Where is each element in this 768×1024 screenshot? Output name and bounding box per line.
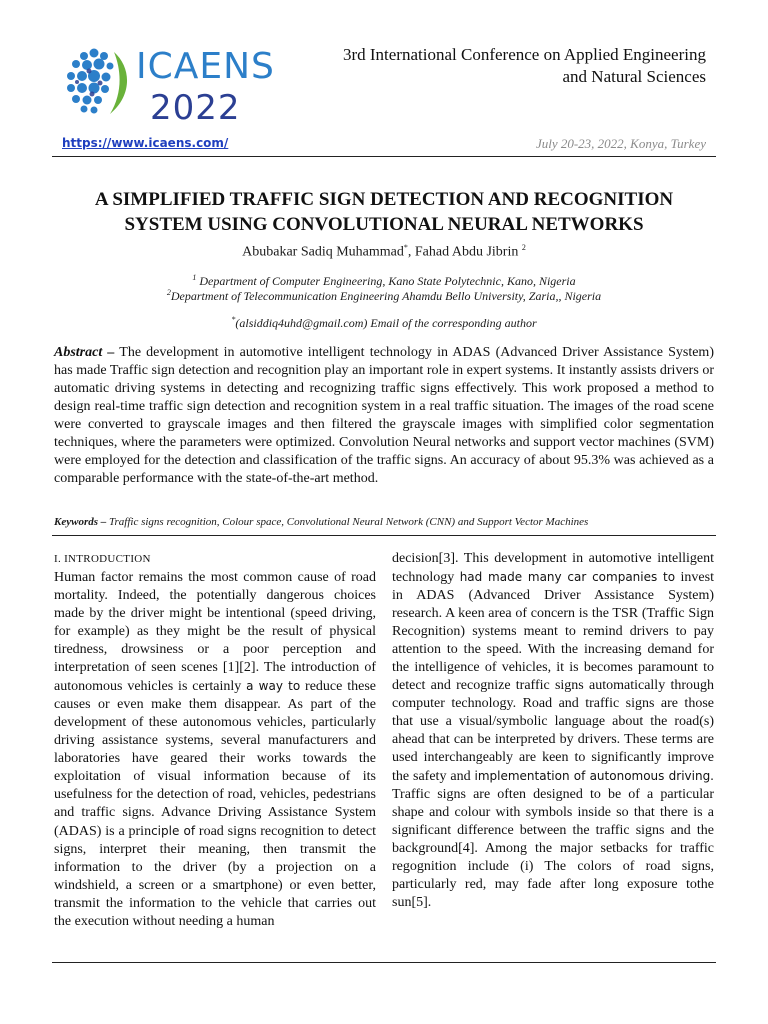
text-run-sans: had made many car companies to xyxy=(459,570,676,584)
conference-logo-icon xyxy=(62,44,134,118)
text-run-sans: ciple of xyxy=(151,824,196,838)
paper-title-line1: A SIMPLIFIED TRAFFIC SIGN DETECTION AND RECOGNITION xyxy=(94,189,674,210)
website-link[interactable]: https://www.icaens.com/ xyxy=(62,136,229,150)
abstract-label: Abstract – xyxy=(54,345,115,360)
conference-title xyxy=(286,44,706,88)
intro-paragraph-right xyxy=(392,550,714,912)
logo-leaf-shape xyxy=(110,52,127,114)
logo-year: 2022 xyxy=(150,88,241,128)
author-1-mark: * xyxy=(403,243,408,252)
abstract xyxy=(54,344,714,488)
right-column xyxy=(392,550,714,912)
header-divider xyxy=(52,156,716,157)
section-number: I. xyxy=(54,553,65,565)
corresponding-email xyxy=(52,315,716,331)
affiliation-1-text: Department of Computer Engineering, Kano State Polytechnic, Kano, Nigeria xyxy=(196,274,576,288)
affiliation-1 xyxy=(52,273,716,289)
affiliation-1-mark: 1 xyxy=(192,273,197,282)
keywords xyxy=(54,516,714,528)
left-column xyxy=(54,550,376,931)
author-list xyxy=(52,243,716,261)
affiliation-2 xyxy=(52,288,716,304)
author-1: Abubakar Sadiq Muhammad xyxy=(242,244,404,260)
author-2: Fahad Abdu Jibrin xyxy=(414,244,522,260)
affiliation-2-text: Department of Telecommunication Engineering Ahamdu Bello University, Zaria,, Nigeria xyxy=(170,289,602,303)
text-run: reduce these causes or even make them disappear. As part of the development of these autonomous vehicles, particularly driving assistance systems, several manufacturers and laboratories have geared their works towards the exploitation of visual information because of its usefulness for the detection of road, vehicles, pedestrians and traffic signs. Advance Driving Assistance System (ADAS) is a prin xyxy=(54,679,376,839)
conference-title-line2: and Natural Sciences xyxy=(562,67,706,86)
text-run-sans: implementation of autonomous driving. xyxy=(474,769,715,783)
section-title: INTRODUCTION xyxy=(64,553,151,565)
text-run: road signs recognition to detect signs, interpret their meaning, then transmit the information to the driver (by a projection on a windshield, a screen or a smartphone) or even better, transmit the information to the vehicle that carries out the execution without needing a human xyxy=(54,824,377,929)
text-run-sans: a way to xyxy=(246,679,301,693)
intro-paragraph-left xyxy=(54,569,376,931)
email-mark: * xyxy=(231,315,236,324)
conference-title-line1: 3rd International Conference on Applied Engineering xyxy=(342,45,706,64)
keywords-divider xyxy=(52,535,716,536)
author-2-mark: 2 xyxy=(521,243,526,252)
author-separator: , xyxy=(407,244,415,260)
email-text: (alsiddiq4uhd@gmail.com) Email of the corresponding author xyxy=(235,316,537,330)
affiliation-2-mark: 2 xyxy=(166,288,171,297)
text-run: Human factor remains the most common cause of road mortality. Indeed, the potentially dangerous choices made by the driver might be intentional (speed driving, for example) as they might be the result of physical tiredness, drowsiness or a poor perception and interpretation of seen scenes [1][2]. The introduction of autonomous vehicles is certainly xyxy=(54,570,376,694)
keywords-label: Keywords – xyxy=(54,516,107,528)
section-heading xyxy=(54,550,376,568)
paper-title-line2: SYSTEM USING CONVOLUTIONAL NEURAL NETWORKS xyxy=(124,214,644,235)
abstract-text: The development in automotive intelligent technology in ADAS (Advanced Driver Assistance System) has made Traffic sign detection and recognition play an important role in expert systems. It instantly assists drivers or automatic driving systems in detecting and recognizing traffic signs effectively. This work proposed a method to design real-time traffic sign detection and recognition system in a real traffic situation. The images of the road scene were converted to grayscale images and then filtered the grayscale images with simplified color segmentation techniques, where the parameters were optimized. Convolution Neural networks and support vector machines (SVM) were employed for the detection and classification of the traffic signs. An accuracy of about 95.3% was achieved as a comparable performance with the state-of-the-art method. xyxy=(54,345,714,486)
text-run: invest in ADAS (Advanced Driver Assistance System) research. A keen area of concern is the TSR (Traffic Sign Recognition) systems meant to remind drivers to pay attention to the speed. With the increasing demand for the intelligence of vehicles, it is becomes paramount to detect and recognize traffic signs automatically through computer technology. Road and traffic signs are those that use a visual/symbolic language about the road(s) ahead that can be interpreted by drivers. These terms are used interchangeably are keen to significantly improve the safety and xyxy=(392,570,714,784)
logo-wordmark: ICAENS xyxy=(136,46,275,87)
footer-divider xyxy=(52,962,716,963)
paper-title xyxy=(52,187,716,237)
keywords-text: Traffic signs recognition, Colour space, Convolutional Neural Network (CNN) and Support Vector Machines xyxy=(106,516,589,528)
date-location: July 20-23, 2022, Konya, Turkey xyxy=(535,136,706,151)
text-run: Traffic signs are often designed to be of a particular shape and colour with symbols inside so that there is a significant difference between the traffic signs and the background[4]. Among the major setbacks for traffic regognition include (i) The colors of road signs, particularly red, may fade after long exposure tothe sun[5]. xyxy=(392,787,714,910)
text-run: decision[3]. This development in automotive intelligent technology xyxy=(392,551,714,585)
